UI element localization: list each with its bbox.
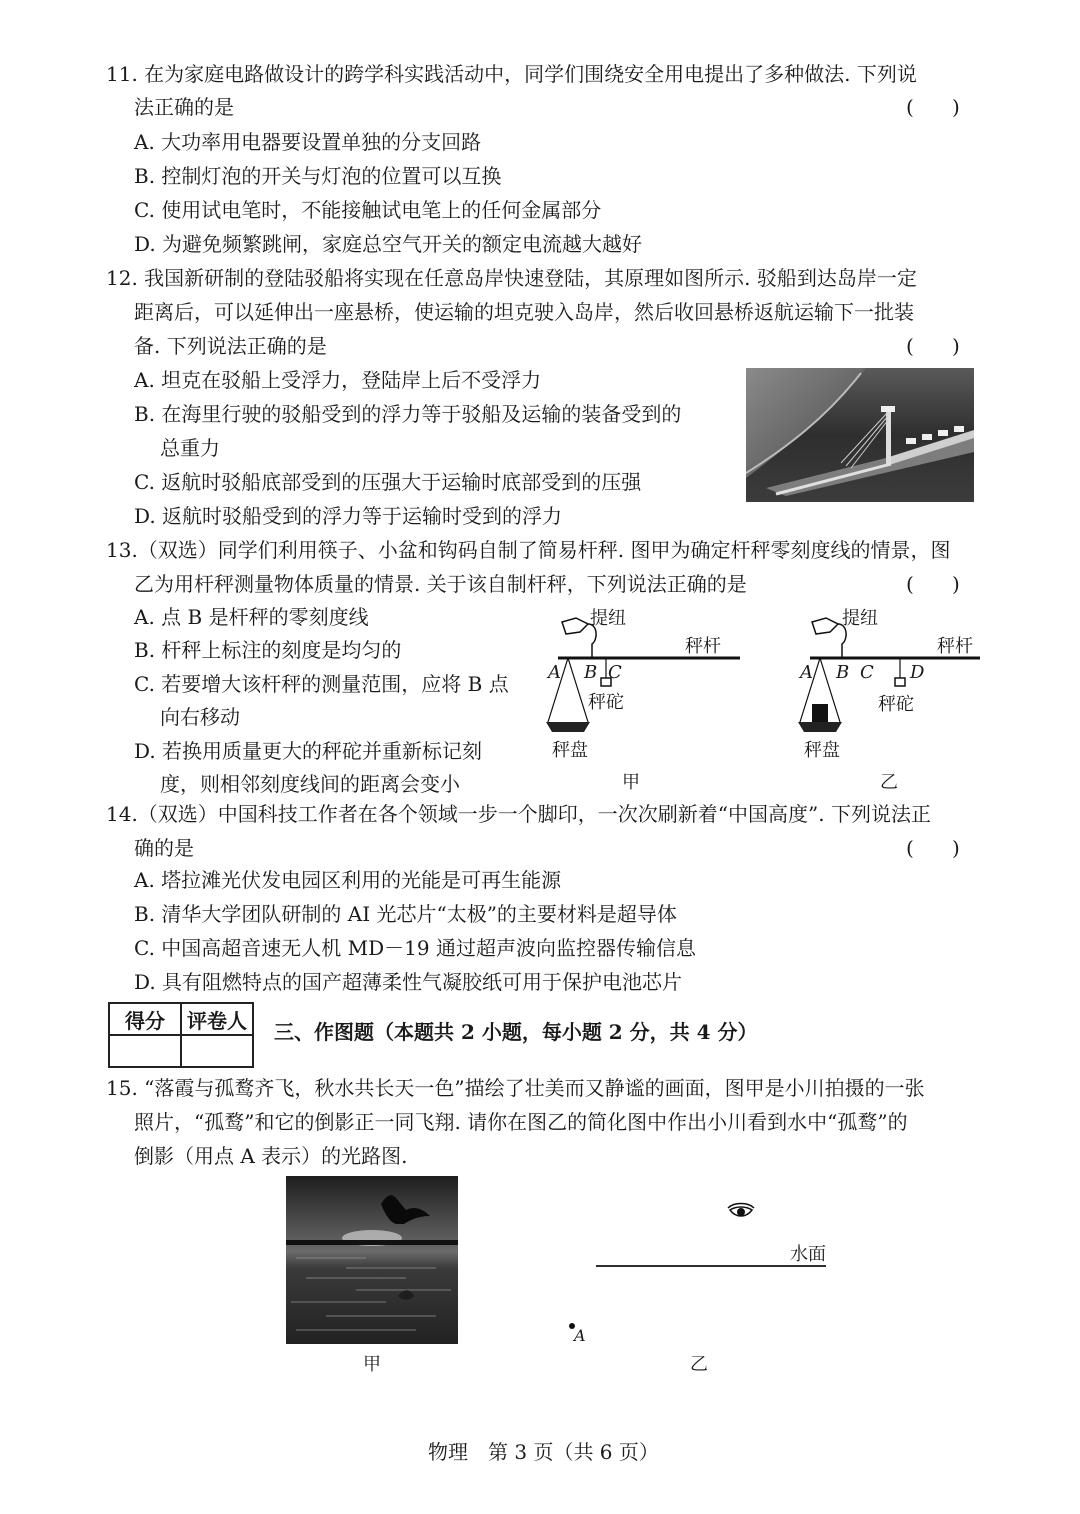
score-label: 得分 [109,1003,181,1035]
q14-stem-line2: 确的是 [134,836,194,860]
q15-label-jia: 甲 [363,1354,381,1375]
q15-stem-line1: 15. “落霞与孤鹜齐飞，秋水共长天一色”描绘了壮美而又静谧的画面，图甲是小川拍摄的一张 [106,1076,925,1100]
label-point-d-yi: D [910,662,925,683]
q12-option-d: D. 返航时驳船受到的浮力等于运输时受到的浮力 [134,504,563,528]
eye-icon [728,1204,754,1217]
score-table [108,1002,254,1068]
label-tizhu: 提纽 [590,608,626,629]
q11-stem-line1: 11. 在为家庭电路做设计的跨学科实践活动中，同学们围绕安全用电提出了多种做法. 下列说 [106,62,917,86]
label-point-b-yi: B [836,662,850,683]
q15-label-yi: 乙 [690,1354,708,1375]
label-tizhu-yi: 提纽 [842,608,878,629]
label-chengtuo: 秤砣 [588,692,624,713]
water-surface-label: 水面 [790,1244,826,1265]
q11-option-b: B. 控制灯泡的开关与灯泡的位置可以互换 [134,164,502,188]
label-point-c: C [608,662,622,683]
label-point-b: B [584,662,598,683]
label-fig-jia: 甲 [622,772,640,793]
q12-answer-blank[interactable]: ( ) [906,334,960,358]
q14-option-a: A. 塔拉滩光伏发电园区利用的光能是可再生能源 [134,868,562,892]
point-a-label: A [574,1326,586,1345]
landing-barge-photo [746,368,974,502]
q12-option-b-cont: 总重力 [160,436,220,460]
q14-answer-blank[interactable]: ( ) [906,836,960,860]
label-chengpan-yi: 秤盘 [804,740,840,761]
q12-stem-line2: 距离后，可以延伸出一座悬桥，使运输的坦克驶入岛岸，然后收回悬桥返航运输下一批装 [134,300,914,324]
q12-option-b: B. 在海里行驶的驳船受到的浮力等于驳船及运输的装备受到的 [134,402,682,426]
label-fig-yi: 乙 [880,772,898,793]
q13-option-c: C. 若要增大该杆秤的测量范围，应将 B 点 [134,672,509,696]
q12-stem-line3: 备. 下列说法正确的是 [134,334,327,358]
q14-option-c: C. 中国高超音速无人机 MD－19 通过超声波向监控器传输信息 [134,936,696,960]
q13-option-b: B. 杆秤上标注的刻度是均匀的 [134,638,402,662]
label-chenggan-yi: 秤杆 [937,636,973,657]
steelyard-figure-yi [792,600,980,793]
label-chengtuo-yi: 秤砣 [878,694,914,715]
q12-option-a: A. 坦克在驳船上受浮力，登陆岸上后不受浮力 [134,368,542,392]
q13-option-a: A. 点 B 是杆秤的零刻度线 [134,605,369,629]
grader-cell[interactable] [181,1035,253,1067]
q13-answer-blank[interactable]: ( ) [906,572,960,596]
q11-option-d: D. 为避免频繁跳闸，家庭总空气开关的额定电流越大越好 [134,232,643,256]
q14-option-b: B. 清华大学团队研制的 AI 光芯片“太极”的主要材料是超导体 [134,902,677,926]
optics-diagram-yi [560,1190,860,1380]
q14-stem-line1: 14.（双选）中国科技工作者在各个领域一步一个脚印，一次次刷新着“中国高度”. 下列说法正 [106,802,931,826]
q11-answer-blank[interactable]: ( ) [906,95,960,119]
section3-title: 三、作图题（本题共 2 小题，每小题 2 分，共 4 分） [274,1020,758,1044]
q11-stem-line2: 法正确的是 [134,95,234,119]
q15-stem-line2: 照片，“孤鹜”和它的倒影正一同飞翔. 请你在图乙的简化图中作出小川看到水中“孤鹜”的 [134,1110,908,1134]
sunset-bird-photo [286,1176,458,1344]
q13-option-d-cont: 度，则相邻刻度线间的距离会变小 [160,772,460,796]
q12-option-c: C. 返航时驳船底部受到的压强大于运输时底部受到的压强 [134,470,642,494]
grader-label: 评卷人 [181,1003,253,1035]
label-chengpan: 秤盘 [552,740,588,761]
q15-stem-line3: 倒影（用点 A 表示）的光路图. [134,1144,408,1168]
steelyard-figure-jia [540,600,740,793]
q12-stem-line1: 12. 我国新研制的登陆驳船将实现在任意岛岸快速登陆，其原理如图所示. 驳船到达岛岸一定 [106,266,917,290]
q13-option-d: D. 若换用质量更大的秤砣并重新标记刻 [134,739,483,763]
q11-option-c: C. 使用试电笔时，不能接触试电笔上的任何金属部分 [134,198,602,222]
q13-stem-line2: 乙为用杆秤测量物体质量的情景. 关于该自制杆秤，下列说法正确的是 [134,572,747,596]
label-point-c-yi: C [860,662,874,683]
score-cell[interactable] [109,1035,181,1067]
page-footer: 物理 第 3 页（共 6 页） [428,1440,659,1464]
label-chenggan: 秤杆 [685,636,721,657]
q13-stem-line1: 13.（双选）同学们利用筷子、小盆和钩码自制了简易杆秤. 图甲为确定杆秤零刻度线的情景，图 [106,538,951,562]
label-point-a: A [548,662,561,683]
q14-option-d: D. 具有阻燃特点的国产超薄柔性气凝胶纸可用于保护电池芯片 [134,970,683,994]
q11-option-a: A. 大功率用电器要设置单独的分支回路 [134,130,482,154]
q13-option-c-cont: 向右移动 [160,705,240,729]
label-point-a-yi: A [800,662,813,683]
